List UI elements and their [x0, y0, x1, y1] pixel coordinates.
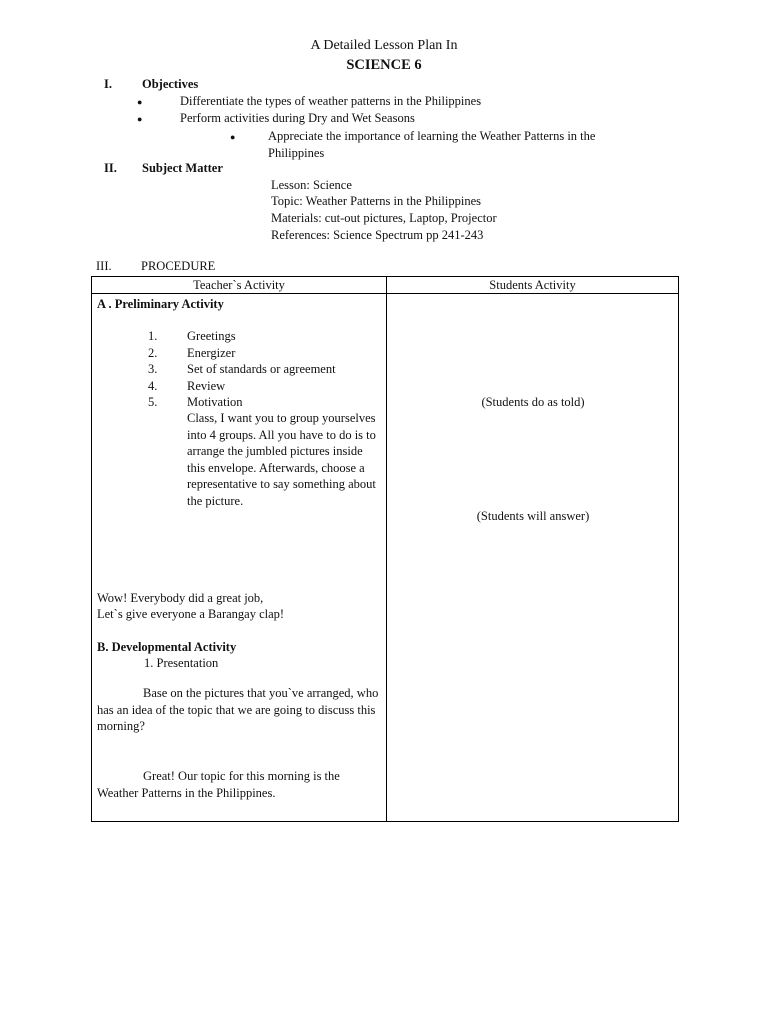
list-item: Review: [187, 379, 226, 393]
list-number: 3.: [148, 362, 158, 376]
list-item: Greetings: [187, 329, 236, 343]
column-header-teacher: Teacher`s Activity: [92, 277, 387, 294]
subject-materials: Materials: cut-out pictures, Laptop, Projector: [271, 211, 497, 225]
motivation-instructions: Class, I want you to group yourselves into 4 groups. All you have to do is to arrange the jumbled pictures inside this envelope. Afterwards, choose a representative to say something about the picture.: [187, 411, 376, 508]
subject-title: SCIENCE 6: [346, 57, 422, 73]
list-item: Set of standards or agreement: [187, 362, 336, 376]
column-header-students: Students Activity: [387, 277, 679, 294]
list-number: 1.: [148, 329, 158, 343]
subject-lesson: Lesson: Science: [271, 178, 352, 192]
developmental-heading: B. Developmental Activity: [97, 640, 237, 654]
objectives-heading: Objectives: [142, 77, 199, 91]
objective-item: Differentiate the types of weather patterns in the Philippines: [180, 94, 482, 108]
presentation-question: Base on the pictures that you`ve arranged, who has an idea of the topic that we are going to discuss this morning?: [97, 686, 379, 733]
subject-matter-numeral: II.: [104, 161, 117, 175]
objectives-numeral: I.: [104, 77, 112, 91]
students-activity-cell: [387, 294, 679, 822]
praise-line: Let`s give everyone a Barangay clap!: [97, 607, 285, 621]
list-number: 5.: [148, 395, 158, 409]
student-response: (Students will answer): [476, 509, 590, 523]
presentation-answer: Great! Our topic for this morning is the Weather Patterns in the Philippines.: [97, 769, 340, 800]
subject-topic: Topic: Weather Patterns in the Philippines: [271, 194, 482, 208]
list-item: Energizer: [187, 346, 236, 360]
objective-item: Perform activities during Dry and Wet Seasons: [180, 111, 415, 125]
bullet-icon: ●: [230, 132, 236, 142]
list-item: Motivation: [187, 395, 243, 409]
procedure-heading: PROCEDURE: [141, 259, 216, 273]
subject-matter-heading: Subject Matter: [142, 161, 223, 175]
list-number: 4.: [148, 379, 158, 393]
list-number: 2.: [148, 346, 158, 360]
bullet-icon: ●: [137, 97, 143, 107]
student-response: (Students do as told): [481, 395, 585, 409]
subject-references: References: Science Spectrum pp 241-243: [271, 228, 484, 242]
teacher-activity-cell: [92, 294, 387, 822]
document-title: A Detailed Lesson Plan In: [310, 38, 458, 53]
bullet-icon: ●: [137, 114, 143, 124]
praise-line: Wow! Everybody did a great job,: [97, 591, 264, 605]
presentation-subheading: 1. Presentation: [144, 656, 219, 670]
objective-item: Appreciate the importance of learning the Weather Patterns in the Philippines: [268, 129, 596, 160]
preliminary-heading: A . Preliminary Activity: [97, 297, 224, 311]
procedure-table: [91, 276, 679, 822]
procedure-numeral: III.: [96, 259, 112, 273]
